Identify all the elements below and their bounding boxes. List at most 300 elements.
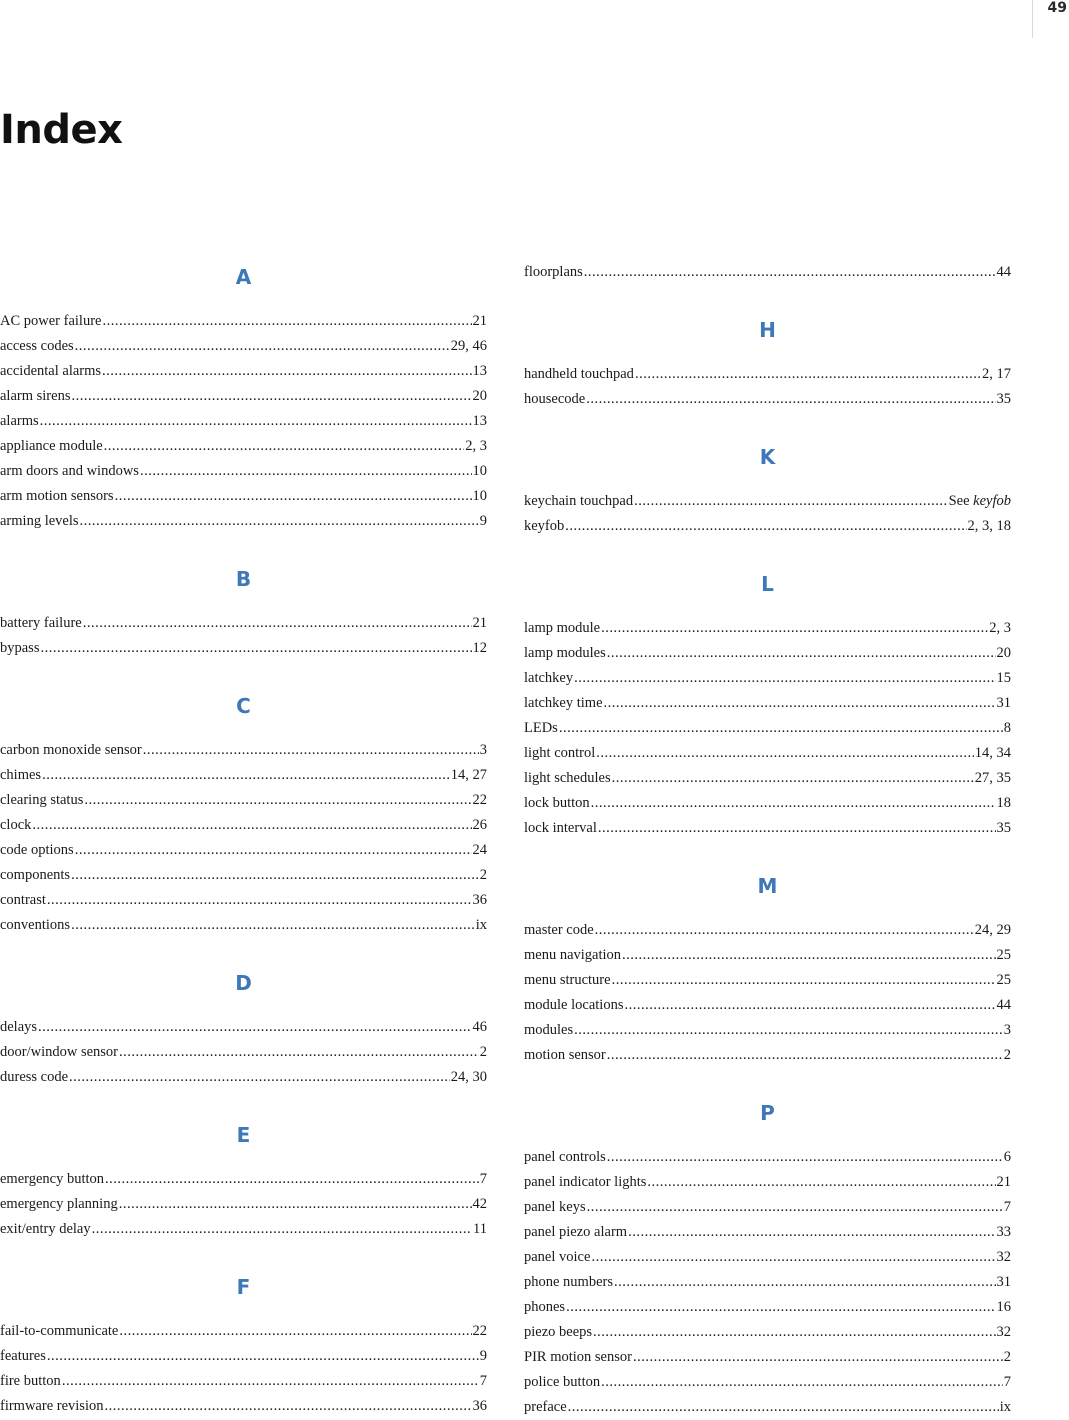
index-pages	[997, 1270, 1012, 1295]
index-term: modules	[524, 1022, 574, 1038]
index-entry	[524, 260, 1011, 285]
index-term: emergency button	[0, 1171, 105, 1187]
index-pages	[1004, 716, 1011, 741]
index-term: menu navigation	[524, 947, 622, 963]
index-group	[0, 1090, 487, 1242]
index-entry	[524, 1295, 1011, 1320]
index-pages	[480, 1344, 487, 1369]
index-page-ref: 24, 30	[450, 1069, 487, 1085]
index-page-ref: 35	[996, 391, 1011, 407]
dot-leader	[591, 1245, 995, 1270]
index-entry	[524, 716, 1011, 741]
index-pages	[997, 387, 1012, 412]
index-term: duress code	[0, 1069, 69, 1085]
index-pages	[473, 384, 488, 409]
dot-leader	[566, 1295, 995, 1320]
section-letter: H	[759, 318, 776, 342]
group-spacer	[0, 1242, 487, 1270]
index-pages	[997, 1320, 1012, 1345]
dot-leader	[71, 913, 475, 938]
index-page-ref: 20	[472, 388, 487, 404]
index-page-ref: ix	[999, 1399, 1011, 1415]
index-pages	[997, 1170, 1012, 1195]
index-entry	[524, 387, 1011, 412]
index-pages	[451, 334, 487, 359]
dot-leader	[69, 1065, 450, 1090]
dot-leader	[633, 1345, 1003, 1370]
dot-leader	[574, 1018, 1003, 1043]
index-pages	[465, 434, 487, 459]
index-term: phone numbers	[524, 1274, 613, 1290]
dot-leader	[587, 1195, 1003, 1220]
index-group	[0, 661, 487, 938]
dot-leader	[559, 716, 1003, 741]
dot-leader	[143, 738, 479, 763]
dot-leader	[75, 838, 472, 863]
group-spacer	[524, 1068, 1011, 1096]
index-page-ref: 3	[479, 742, 487, 758]
index-pages	[473, 1015, 488, 1040]
dot-leader	[38, 1015, 471, 1040]
index-page-ref: 26	[472, 817, 487, 833]
dot-leader	[102, 359, 471, 384]
index-column-right	[524, 260, 1011, 1420]
dot-leader	[596, 741, 973, 766]
index-page-ref: 31	[996, 1274, 1011, 1290]
index-pages	[949, 489, 1011, 514]
index-pages	[997, 1295, 1012, 1320]
dot-leader	[574, 666, 995, 691]
index-pages	[975, 766, 1011, 791]
dot-leader	[622, 943, 995, 968]
index-pages	[473, 359, 488, 384]
index-term: lock button	[524, 795, 590, 811]
index-entry	[524, 666, 1011, 691]
index-entry	[0, 434, 487, 459]
dot-leader	[591, 791, 996, 816]
index-term: floorplans	[524, 264, 583, 280]
index-term: LEDs	[524, 720, 558, 736]
index-term: bypass	[0, 640, 40, 656]
index-pages	[451, 763, 487, 788]
index-page-ref: 8	[1003, 720, 1011, 736]
index-term: master code	[524, 922, 594, 938]
dot-leader	[628, 1220, 995, 1245]
index-entry	[0, 888, 487, 913]
index-page-ref: 32	[996, 1324, 1011, 1340]
index-page-ref: 12	[472, 640, 487, 656]
index-pages	[982, 362, 1011, 387]
index-entry	[524, 1195, 1011, 1220]
page-title: Index	[0, 107, 123, 153]
dot-leader	[607, 641, 996, 666]
index-entry	[0, 838, 487, 863]
section-letter: D	[235, 971, 252, 995]
index-page-ref: 2, 3	[465, 438, 487, 454]
index-page-ref: 25	[996, 972, 1011, 988]
index-pages	[1004, 1018, 1011, 1043]
index-group	[524, 260, 1011, 285]
index-page-ref: 2, 17	[982, 366, 1011, 382]
index-page-ref: 7	[479, 1373, 487, 1389]
index-page-ref: 33	[996, 1224, 1011, 1240]
index-entry	[524, 1145, 1011, 1170]
dot-leader	[83, 611, 472, 636]
index-term: code options	[0, 842, 74, 858]
index-page-ref: 13	[472, 413, 487, 429]
section-letter: F	[236, 1275, 251, 1299]
index-term: panel voice	[524, 1249, 591, 1265]
index-group	[524, 1068, 1011, 1420]
index-group	[524, 841, 1011, 1068]
dot-leader	[584, 260, 996, 285]
index-page-ref: 10	[472, 488, 487, 504]
index-page-ref: 36	[472, 892, 487, 908]
dot-leader	[586, 387, 995, 412]
index-term: exit/entry delay	[0, 1221, 91, 1237]
index-term: light schedules	[524, 770, 611, 786]
dot-leader	[75, 334, 450, 359]
section-letter: K	[759, 445, 776, 469]
index-entry	[524, 514, 1011, 539]
index-pages	[1004, 1043, 1011, 1068]
index-page-ref: 9	[479, 513, 487, 529]
index-term: lamp module	[524, 620, 601, 636]
index-entry	[0, 1065, 487, 1090]
index-page-ref: 18	[996, 795, 1011, 811]
index-entry	[0, 1344, 487, 1369]
index-page-ref: 44	[996, 997, 1011, 1013]
dot-leader	[42, 763, 450, 788]
dot-leader	[647, 1170, 995, 1195]
index-entry	[524, 918, 1011, 943]
index-page-ref: 7	[1003, 1199, 1011, 1215]
group-spacer	[524, 285, 1011, 313]
index-pages	[480, 1167, 487, 1192]
dot-leader	[104, 1394, 471, 1419]
index-pages	[1004, 1195, 1011, 1220]
index-pages	[1004, 1370, 1011, 1395]
dot-leader	[92, 1217, 472, 1242]
group-spacer	[0, 938, 487, 966]
index-pages	[480, 738, 487, 763]
section-letter: B	[235, 567, 252, 591]
index-pages	[968, 514, 1012, 539]
index-term: appliance module	[0, 438, 103, 454]
index-page-ref: 15	[996, 670, 1011, 686]
dot-leader	[565, 514, 966, 539]
dot-leader	[607, 1043, 1003, 1068]
index-pages	[1000, 1395, 1011, 1420]
index-pages	[473, 459, 488, 484]
index-page-ref: 2, 3	[989, 620, 1011, 636]
dot-leader	[614, 1270, 996, 1295]
index-group	[0, 1242, 487, 1419]
index-entry	[0, 334, 487, 359]
index-pages	[997, 993, 1012, 1018]
index-term: chimes	[0, 767, 42, 783]
index-term: conventions	[0, 917, 71, 933]
index-pages	[473, 484, 488, 509]
index-term: handheld touchpad	[524, 366, 634, 382]
index-term: emergency planning	[0, 1196, 118, 1212]
index-pages	[480, 1040, 487, 1065]
index-term: contrast	[0, 892, 46, 908]
index-term: clock	[0, 817, 32, 833]
index-pages	[989, 616, 1011, 641]
index-term: fail-to-communicate	[0, 1323, 119, 1339]
index-entry	[0, 763, 487, 788]
index-entry	[0, 459, 487, 484]
index-group	[524, 412, 1011, 539]
index-entry	[524, 816, 1011, 841]
index-pages	[473, 1192, 488, 1217]
index-page-ref: ix	[475, 917, 487, 933]
index-page-ref: 13	[472, 363, 487, 379]
index-page-ref: 25	[996, 947, 1011, 963]
index-term: module locations	[524, 997, 624, 1013]
index-entry	[524, 489, 1011, 514]
index-entry	[0, 384, 487, 409]
index-entry	[524, 791, 1011, 816]
index-term: panel piezo alarm	[524, 1224, 628, 1240]
dot-leader	[598, 816, 996, 841]
index-pages	[1004, 1345, 1011, 1370]
index-entry	[0, 863, 487, 888]
index-entry	[524, 1018, 1011, 1043]
index-term: lock interval	[524, 820, 597, 836]
index-page-ref: 2, 3, 18	[967, 518, 1011, 534]
index-term: alarms	[0, 413, 39, 429]
index-pages	[473, 1319, 488, 1344]
index-group	[524, 539, 1011, 841]
index-page-ref: 7	[479, 1171, 487, 1187]
index-term: menu structure	[524, 972, 611, 988]
index-pages	[473, 636, 488, 661]
dot-leader	[612, 766, 974, 791]
group-spacer	[0, 534, 487, 562]
index-page-ref: 11	[473, 1221, 487, 1237]
index-entry	[524, 993, 1011, 1018]
index-entry	[524, 1395, 1011, 1420]
index-page-ref: 14, 27	[450, 767, 487, 783]
index-term: firmware revision	[0, 1398, 104, 1414]
index-term: phones	[524, 1299, 566, 1315]
index-pages	[975, 918, 1011, 943]
index-entry	[524, 1370, 1011, 1395]
index-term: panel keys	[524, 1199, 586, 1215]
index-pages	[473, 888, 488, 913]
index-pages	[473, 611, 488, 636]
index-pages	[975, 741, 1011, 766]
dot-leader	[80, 509, 479, 534]
group-spacer	[0, 661, 487, 689]
index-page-ref: 42	[472, 1196, 487, 1212]
dot-leader	[604, 691, 996, 716]
index-term: latchkey	[524, 670, 574, 686]
index-page-ref: See	[948, 493, 974, 509]
dot-leader	[84, 788, 471, 813]
index-page-ref: 7	[1003, 1374, 1011, 1390]
index-term: light control	[524, 745, 596, 761]
section-letter: M	[757, 874, 778, 898]
index-page-ref: 14, 34	[974, 745, 1011, 761]
index-term: motion sensor	[524, 1047, 606, 1063]
index-term: PIR motion sensor	[524, 1349, 632, 1365]
index-entry	[0, 484, 487, 509]
index-page-ref: 31	[996, 695, 1011, 711]
index-term: components	[0, 867, 71, 883]
section-letter: E	[236, 1123, 251, 1147]
index-page-ref: 24	[472, 842, 487, 858]
index-pages	[473, 788, 488, 813]
dot-leader	[102, 309, 471, 334]
dot-leader	[105, 1167, 479, 1192]
dot-leader	[607, 1145, 1003, 1170]
index-term: fire button	[0, 1373, 61, 1389]
index-group	[0, 938, 487, 1090]
index-entry	[0, 788, 487, 813]
index-term: arm motion sensors	[0, 488, 114, 504]
dot-leader	[62, 1369, 479, 1394]
index-pages	[997, 816, 1012, 841]
dot-leader	[119, 1319, 471, 1344]
index-term: preface	[524, 1399, 567, 1415]
index-entry	[0, 738, 487, 763]
index-term: delays	[0, 1019, 38, 1035]
index-term: keychain touchpad	[524, 493, 634, 509]
index-pages	[473, 813, 488, 838]
dot-leader	[601, 1370, 1003, 1395]
index-term: carbon monoxide sensor	[0, 742, 142, 758]
dot-leader	[40, 636, 471, 661]
group-spacer	[0, 1090, 487, 1118]
index-page-ref: 36	[472, 1398, 487, 1414]
dot-leader	[47, 888, 472, 913]
group-spacer	[524, 412, 1011, 440]
index-pages	[473, 409, 488, 434]
index-pages	[473, 1217, 487, 1242]
index-pages	[1004, 1145, 1011, 1170]
index-entry	[0, 636, 487, 661]
dot-leader	[634, 489, 947, 514]
index-pages	[997, 666, 1012, 691]
index-pages	[997, 1220, 1012, 1245]
index-pages	[997, 943, 1012, 968]
index-entry	[524, 1320, 1011, 1345]
index-entry	[0, 1015, 487, 1040]
index-entry	[0, 611, 487, 636]
index-pages	[997, 968, 1012, 993]
index-page-ref: 24, 29	[974, 922, 1011, 938]
index-term: features	[0, 1348, 46, 1364]
index-pages	[473, 1394, 488, 1419]
index-term: alarm sirens	[0, 388, 71, 404]
index-page-ref: 21	[472, 313, 487, 329]
dot-leader	[140, 459, 472, 484]
page-number: 49	[1032, 0, 1069, 38]
index-page-ref: 21	[472, 615, 487, 631]
dot-leader	[40, 409, 472, 434]
section-letter: C	[236, 694, 251, 718]
index-entry	[524, 741, 1011, 766]
index-pages	[997, 1245, 1012, 1270]
index-page-ref: 27, 35	[974, 770, 1011, 786]
index-term: panel indicator lights	[524, 1174, 647, 1190]
dot-leader	[71, 863, 479, 888]
index-pages	[476, 913, 487, 938]
dot-leader	[47, 1344, 479, 1369]
dot-leader	[568, 1395, 999, 1420]
index-pages	[480, 509, 487, 534]
index-entry	[524, 1270, 1011, 1295]
index-term: housecode	[524, 391, 586, 407]
index-page-ref: 2	[479, 867, 487, 883]
index-column-left	[0, 260, 487, 1419]
dot-leader	[601, 616, 988, 641]
index-entry	[0, 1319, 487, 1344]
index-pages	[480, 863, 487, 888]
section-letter: A	[235, 265, 252, 289]
dot-leader	[104, 434, 465, 459]
index-term: arm doors and windows	[0, 463, 139, 479]
section-letter: L	[761, 572, 774, 596]
index-group	[524, 285, 1011, 412]
index-term: battery failure	[0, 615, 82, 631]
index-page-ref: 2	[1003, 1047, 1011, 1063]
group-spacer	[524, 539, 1011, 567]
index-term: keyfob	[524, 518, 565, 534]
index-page-ref: 20	[996, 645, 1011, 661]
index-term: piezo beeps	[524, 1324, 593, 1340]
index-entry	[0, 813, 487, 838]
index-term: access codes	[0, 338, 74, 354]
index-entry	[524, 943, 1011, 968]
index-page-ref: 44	[996, 264, 1011, 280]
section-letter: P	[760, 1101, 775, 1125]
index-entry	[524, 1220, 1011, 1245]
index-term: latchkey time	[524, 695, 603, 711]
index-entry	[0, 913, 487, 938]
index-group	[0, 534, 487, 661]
index-pages	[997, 691, 1012, 716]
index-page-ref: 35	[996, 820, 1011, 836]
index-page-ref: 32	[996, 1249, 1011, 1265]
dot-leader	[593, 1320, 995, 1345]
index-entry	[524, 362, 1011, 387]
index-entry	[524, 616, 1011, 641]
index-page-ref: 16	[996, 1299, 1011, 1315]
index-term: door/window sensor	[0, 1044, 119, 1060]
dot-leader	[119, 1192, 472, 1217]
index-entry	[0, 1167, 487, 1192]
index-cross-ref: keyfob	[973, 493, 1011, 509]
index-entry	[524, 1170, 1011, 1195]
index-page-ref: 9	[479, 1348, 487, 1364]
index-page-ref: 22	[472, 1323, 487, 1339]
index-pages	[997, 641, 1012, 666]
index-term: arming levels	[0, 513, 79, 529]
index-page-ref: 21	[996, 1174, 1011, 1190]
index-pages	[997, 791, 1012, 816]
dot-leader	[115, 484, 472, 509]
index-term: clearing status	[0, 792, 84, 808]
index-page-ref: 22	[472, 792, 487, 808]
index-pages	[473, 838, 488, 863]
dot-leader	[612, 968, 996, 993]
group-spacer	[524, 841, 1011, 869]
index-term: panel controls	[524, 1149, 606, 1165]
